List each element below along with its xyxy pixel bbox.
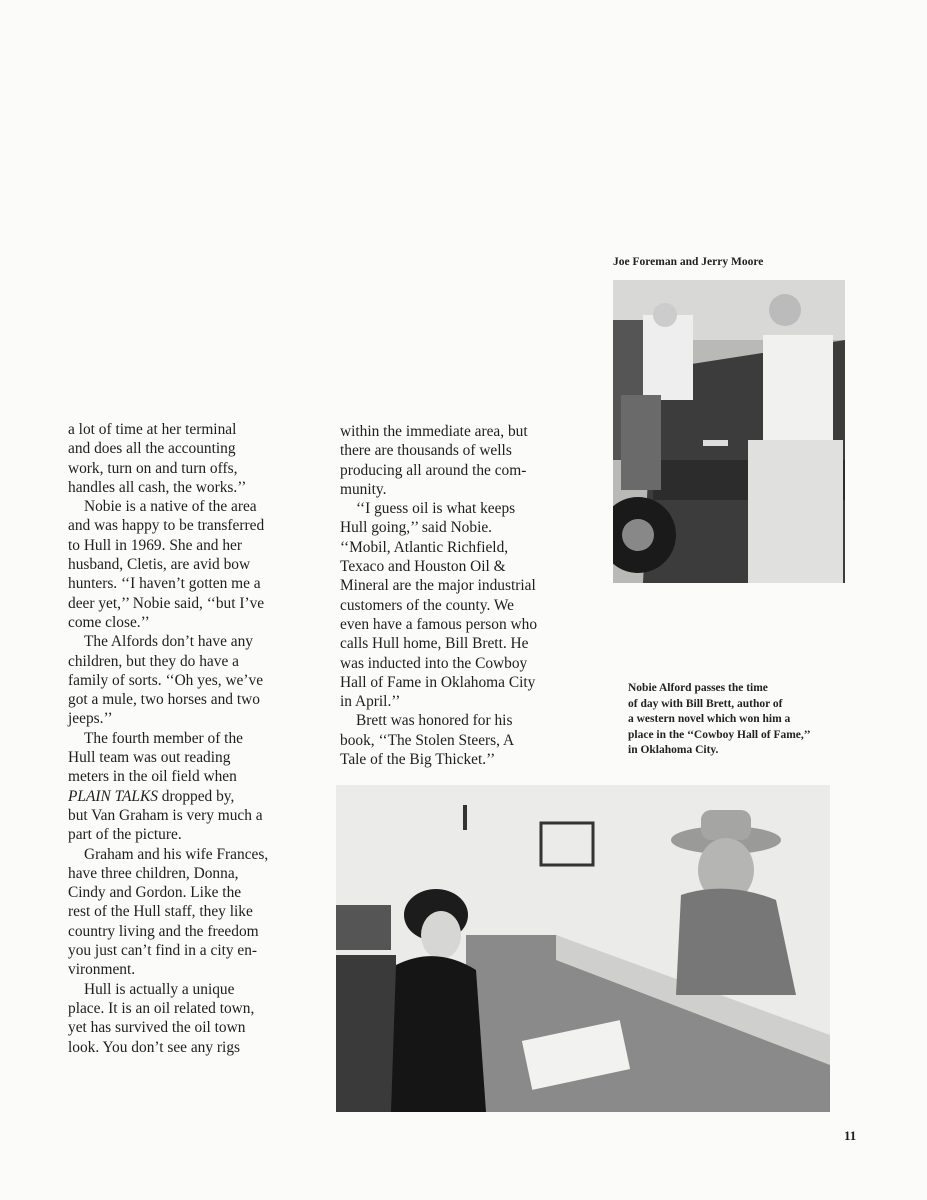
text-line bbox=[68, 613, 268, 632]
text-line bbox=[68, 902, 268, 921]
caption-line: of day with Bill Brett, author of bbox=[628, 697, 783, 710]
text-line bbox=[340, 557, 537, 576]
text-line-content: and was happy to be transferred bbox=[68, 517, 265, 535]
text-line-content: you just can’t find in a city en- bbox=[68, 942, 258, 960]
text-line-content: The fourth member of the bbox=[84, 729, 243, 747]
text-line-content: dropped by, bbox=[157, 787, 235, 805]
text-line-content: rest of the Hull staff, they like bbox=[68, 903, 253, 921]
publication-title: PLAIN TALKS bbox=[68, 787, 158, 805]
text-line-content: Graham and his wife Frances, bbox=[84, 845, 269, 863]
text-line-content: there are thousands of wells bbox=[340, 442, 512, 460]
text-line-content: Hull team was out reading bbox=[68, 749, 231, 767]
text-line-content: ‘‘Mobil, Atlantic Richfield, bbox=[340, 538, 509, 556]
text-line bbox=[340, 634, 537, 653]
text-line bbox=[68, 459, 268, 478]
text-line bbox=[68, 478, 268, 497]
text-line-content: work, turn on and turn offs, bbox=[68, 459, 238, 477]
caption-line: a western novel which won him a bbox=[628, 713, 791, 725]
text-line-content: Nobie is a native of the area bbox=[84, 498, 257, 516]
photo-caption-foreman-moore: Joe Foreman and Jerry Moore bbox=[613, 256, 764, 268]
text-line-content: meters in the oil field when bbox=[68, 768, 237, 786]
text-line bbox=[68, 1018, 268, 1037]
text-line bbox=[68, 690, 268, 709]
text-line-content: come close.’’ bbox=[68, 613, 150, 631]
page-number: 11 bbox=[844, 1128, 857, 1143]
text-line bbox=[340, 441, 537, 460]
text-line-content: to Hull in 1969. She and her bbox=[68, 536, 242, 554]
text-line bbox=[68, 999, 268, 1018]
text-line bbox=[68, 864, 268, 883]
text-line-content: Hull going,’’ said Nobie. bbox=[340, 519, 493, 537]
text-line bbox=[68, 497, 268, 516]
text-line-content: part of the picture. bbox=[68, 826, 182, 844]
text-line bbox=[68, 420, 268, 439]
text-line-content: vironment. bbox=[68, 961, 136, 979]
text-line-content: country living and the freedom bbox=[68, 922, 259, 940]
text-line bbox=[68, 980, 268, 999]
text-line bbox=[68, 941, 268, 960]
text-line bbox=[340, 499, 537, 518]
text-line bbox=[68, 883, 268, 902]
text-line bbox=[340, 673, 537, 692]
caption-line: place in the ‘‘Cowboy Hall of Fame,’’ bbox=[628, 728, 811, 741]
text-line-content: Brett was honored for his bbox=[356, 712, 513, 730]
photo-office-counter bbox=[336, 785, 830, 1112]
text-line bbox=[68, 748, 268, 767]
text-line bbox=[68, 787, 268, 806]
text-line-content: jeeps.’’ bbox=[68, 710, 113, 728]
text-line-content: a lot of time at her terminal bbox=[68, 421, 237, 438]
text-line-content: customers of the county. We bbox=[340, 596, 514, 614]
text-line-content: have three children, Donna, bbox=[68, 864, 239, 882]
caption-line: Nobie Alford passes the time bbox=[628, 682, 768, 694]
text-line bbox=[68, 652, 268, 671]
text-line-content: Texaco and Houston Oil & bbox=[340, 558, 506, 576]
text-line-content: children, but they do have a bbox=[68, 652, 239, 670]
text-line bbox=[340, 518, 537, 537]
text-line bbox=[340, 422, 537, 441]
text-line-content: Tale of the Big Thicket.’’ bbox=[340, 751, 496, 769]
text-line bbox=[340, 596, 537, 615]
text-line-content: but Van Graham is very much a bbox=[68, 806, 263, 824]
text-line-content: ‘‘I guess oil is what keeps bbox=[356, 500, 516, 518]
text-line-content: book, ‘‘The Stolen Steers, A bbox=[340, 731, 515, 749]
text-line bbox=[68, 767, 268, 786]
text-line bbox=[340, 692, 537, 711]
text-line-content: deer yet,’’ Nobie said, ‘‘but I’ve bbox=[68, 594, 265, 612]
text-line bbox=[340, 576, 537, 595]
text-line bbox=[68, 516, 268, 535]
text-line bbox=[340, 461, 537, 480]
text-line bbox=[68, 671, 268, 690]
text-line-content: within the immediate area, but bbox=[340, 423, 528, 440]
text-line bbox=[340, 711, 537, 730]
text-line-content: place. It is an oil related town, bbox=[68, 999, 255, 1017]
text-line-content: family of sorts. ‘‘Oh yes, we’ve bbox=[68, 671, 264, 689]
text-line-content: The Alfords don’t have any bbox=[84, 633, 253, 651]
text-line bbox=[68, 845, 268, 864]
text-line bbox=[340, 615, 537, 634]
text-line-content: hunters. ‘‘I haven’t gotten me a bbox=[68, 575, 261, 593]
text-line-content: calls Hull home, Bill Brett. He bbox=[340, 635, 529, 653]
text-line-content: producing all around the com- bbox=[340, 461, 527, 479]
text-line bbox=[68, 594, 268, 613]
text-line bbox=[68, 825, 268, 844]
caption-line: in Oklahoma City. bbox=[628, 744, 719, 756]
text-line bbox=[68, 709, 268, 728]
photo-illustration bbox=[336, 785, 830, 1112]
text-line bbox=[68, 922, 268, 941]
text-line bbox=[340, 654, 537, 673]
text-line-content: got a mule, two horses and two bbox=[68, 691, 260, 709]
text-line-content: munity. bbox=[340, 480, 387, 498]
text-line-content: husband, Cletis, are avid bow bbox=[68, 556, 251, 574]
text-line bbox=[68, 439, 268, 458]
text-line-content: was inducted into the Cowboy bbox=[340, 654, 528, 672]
text-line bbox=[340, 538, 537, 557]
text-line bbox=[68, 729, 268, 748]
text-line bbox=[68, 632, 268, 651]
text-line-content: Cindy and Gordon. Like the bbox=[68, 884, 242, 902]
article-column-2 bbox=[340, 422, 537, 769]
text-line bbox=[68, 1038, 268, 1057]
text-line-content: look. You don’t see any rigs bbox=[68, 1038, 241, 1056]
photo-caption-nobie-alford bbox=[628, 681, 811, 759]
text-line bbox=[340, 750, 537, 769]
text-line bbox=[68, 555, 268, 574]
text-line-content: in April.’’ bbox=[340, 693, 401, 711]
text-line bbox=[68, 960, 268, 979]
article-column-1 bbox=[68, 420, 268, 1057]
text-line-content: even have a famous person who bbox=[340, 615, 538, 633]
photo-illustration bbox=[613, 280, 845, 583]
photo-men-with-truck bbox=[613, 280, 845, 583]
text-line-content: Mineral are the major industrial bbox=[340, 577, 536, 595]
text-line-content: and does all the accounting bbox=[68, 440, 236, 458]
text-line bbox=[68, 806, 268, 825]
text-line-content: Hull is actually a unique bbox=[84, 980, 235, 998]
text-line-content: Hall of Fame in Oklahoma City bbox=[340, 673, 536, 691]
text-line-content: handles all cash, the works.’’ bbox=[68, 478, 247, 496]
text-line-content: yet has survived the oil town bbox=[68, 1019, 246, 1037]
text-line bbox=[340, 480, 537, 499]
text-line bbox=[340, 731, 537, 750]
text-line bbox=[68, 536, 268, 555]
text-line bbox=[68, 574, 268, 593]
